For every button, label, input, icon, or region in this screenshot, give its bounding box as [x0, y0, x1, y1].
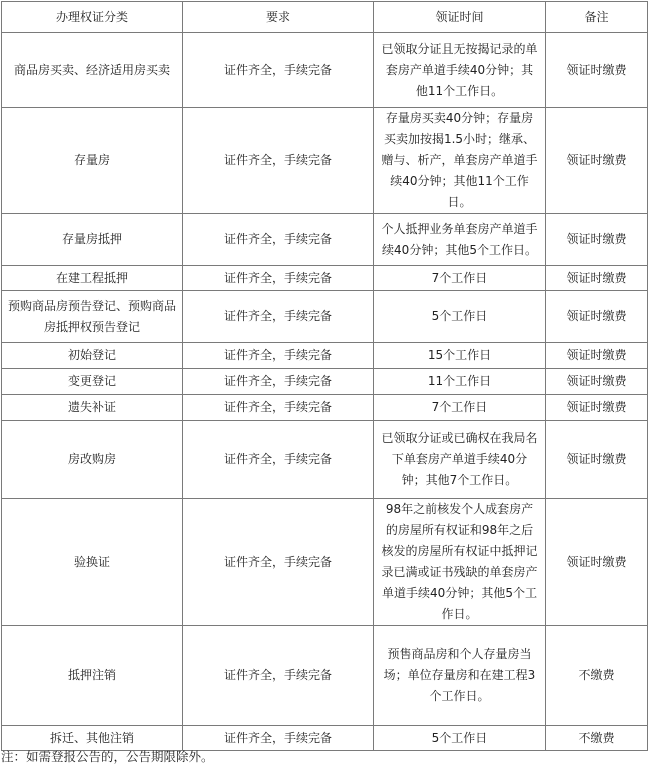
table-row [2, 395, 648, 421]
cell-requirement: 证件齐全，手续完备 [183, 33, 374, 108]
header-row [2, 2, 648, 33]
cell-remark: 领证时缴费 [546, 421, 648, 499]
cell-category: 房改购房 [2, 421, 183, 499]
cell-time: 已领取分证且无按揭记录的单套房产单道手续40分钟；其他11个工作日。 [374, 33, 546, 108]
cell-requirement: 证件齐全，手续完备 [183, 266, 374, 291]
header-requirement: 要求 [183, 2, 374, 33]
cell-remark: 领证时缴费 [546, 369, 648, 395]
table-row [2, 291, 648, 343]
cell-remark: 领证时缴费 [546, 33, 648, 108]
cell-requirement: 证件齐全，手续完备 [183, 369, 374, 395]
table-row [2, 108, 648, 214]
cell-requirement: 证件齐全，手续完备 [183, 499, 374, 626]
header-category: 办理权证分类 [2, 2, 183, 33]
cell-time: 个人抵押业务单套房产单道手续40分钟；其他5个工作日。 [374, 214, 546, 266]
cell-remark: 领证时缴费 [546, 291, 648, 343]
footnote: 注：如需登报公告的，公告期限除外。 [1, 749, 214, 764]
table-row [2, 726, 648, 751]
cell-requirement: 证件齐全，手续完备 [183, 214, 374, 266]
cell-remark: 领证时缴费 [546, 343, 648, 369]
cell-remark: 不缴费 [546, 726, 648, 751]
table-row [2, 369, 648, 395]
cell-category: 拆迁、其他注销 [2, 726, 183, 751]
cell-requirement: 证件齐全，手续完备 [183, 421, 374, 499]
cell-requirement: 证件齐全，手续完备 [183, 108, 374, 214]
table-row [2, 626, 648, 726]
table-row [2, 33, 648, 108]
cell-category: 验换证 [2, 499, 183, 626]
cell-time: 7个工作日 [374, 266, 546, 291]
cell-requirement: 证件齐全，手续完备 [183, 726, 374, 751]
cell-time: 存量房买卖40分钟；存量房买卖加按揭1.5小时；继承、赠与、析产，单套房产单道手续40分钟；其他11个工作日。 [374, 108, 546, 214]
table-row [2, 499, 648, 626]
cell-time: 15个工作日 [374, 343, 546, 369]
cell-category: 初始登记 [2, 343, 183, 369]
cell-category: 商品房买卖、经济适用房买卖 [2, 33, 183, 108]
registration-table [1, 1, 648, 751]
cell-category: 存量房 [2, 108, 183, 214]
table-row [2, 421, 648, 499]
cell-time: 11个工作日 [374, 369, 546, 395]
cell-remark: 领证时缴费 [546, 499, 648, 626]
cell-category: 预购商品房预告登记、预购商品房抵押权预告登记 [2, 291, 183, 343]
cell-remark: 领证时缴费 [546, 266, 648, 291]
cell-time: 已领取分证或已确权在我局名下单套房产单道手续40分钟；其他7个工作日。 [374, 421, 546, 499]
cell-category: 存量房抵押 [2, 214, 183, 266]
cell-requirement: 证件齐全，手续完备 [183, 626, 374, 726]
cell-time: 预售商品房和个人存量房当场；单位存量房和在建工程3个工作日。 [374, 626, 546, 726]
cell-requirement: 证件齐全，手续完备 [183, 395, 374, 421]
cell-requirement: 证件齐全，手续完备 [183, 291, 374, 343]
cell-category: 遗失补证 [2, 395, 183, 421]
cell-time: 5个工作日 [374, 291, 546, 343]
cell-category: 抵押注销 [2, 626, 183, 726]
table-row [2, 214, 648, 266]
cell-remark: 领证时缴费 [546, 214, 648, 266]
table-row [2, 266, 648, 291]
cell-time: 5个工作日 [374, 726, 546, 751]
cell-remark: 不缴费 [546, 626, 648, 726]
cell-requirement: 证件齐全，手续完备 [183, 343, 374, 369]
header-remark: 备注 [546, 2, 648, 33]
cell-category: 在建工程抵押 [2, 266, 183, 291]
table-row [2, 343, 648, 369]
cell-time: 7个工作日 [374, 395, 546, 421]
cell-remark: 领证时缴费 [546, 395, 648, 421]
cell-time: 98年之前核发个人成套房产的房屋所有权证和98年之后核发的房屋所有权证中抵押记录已满或证书残缺的单套房产单道手续40分钟；其他5个工作日。 [374, 499, 546, 626]
cell-category: 变更登记 [2, 369, 183, 395]
cell-remark: 领证时缴费 [546, 108, 648, 214]
header-time: 领证时间 [374, 2, 546, 33]
